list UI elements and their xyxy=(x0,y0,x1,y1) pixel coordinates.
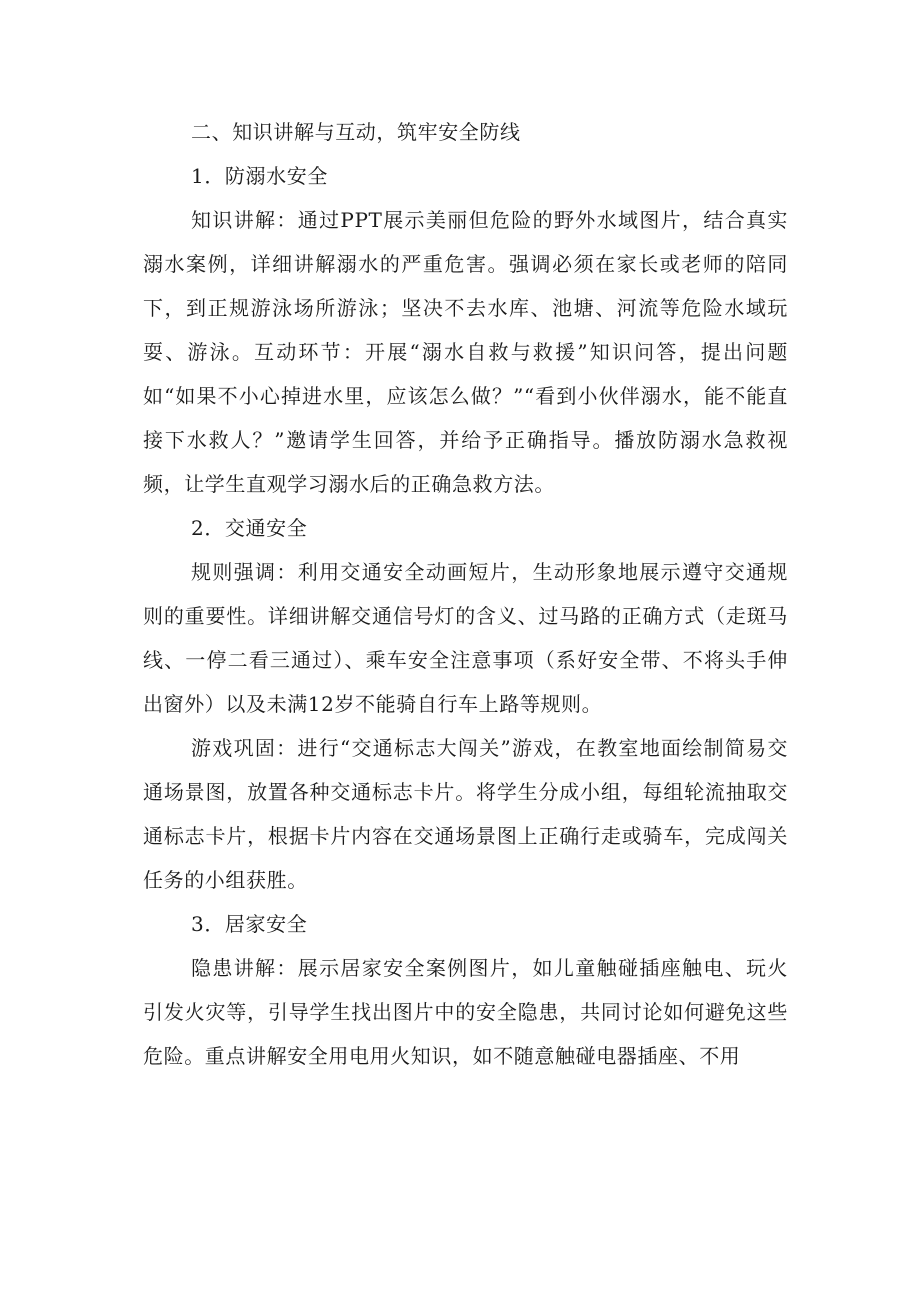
section-title: 二、知识讲解与互动，筑牢安全防线 xyxy=(191,120,521,144)
item-heading-traffic: 2．交通安全 xyxy=(191,516,308,540)
item-heading-drowning: 1．防溺水安全 xyxy=(191,164,328,188)
item-heading-home: 3．居家安全 xyxy=(191,912,308,936)
document-body xyxy=(143,110,788,1078)
paragraph-drowning-knowledge: 知识讲解：通过PPT展示美丽但危险的野外水域图片，结合真实溺水案例，详细讲解溺水的严重危害。强调必须在家长或老师的陪同下，到正规游泳场所游泳；坚决不去水库、池塘、河流等危险水域玩耍、游泳。互动环节：开展“溺水自救与救援”知识问答，提出问题如“如果不小心掉进水里，应该怎么做？”“看到小伙伴溺水，能不能直接下水救人？”邀请学生回答，并给予正确指导。播放防溺水急救视频，让学生直观学习溺水后的正确急救方法。 xyxy=(143,208,788,496)
paragraph-traffic-rules: 规则强调：利用交通安全动画短片，生动形象地展示遵守交通规则的重要性。详细讲解交通信号灯的含义、过马路的正确方式（走斑马线、一停二看三通过）、乘车安全注意事项（系好安全带、不将头手伸出窗外）以及未满12岁不能骑自行车上路等规则。 xyxy=(143,560,788,716)
paragraph-traffic-game: 游戏巩固：进行“交通标志大闯关”游戏，在教室地面绘制简易交通场景图，放置各种交通标志卡片。将学生分成小组，每组轮流抽取交通标志卡片，根据卡片内容在交通场景图上正确行走或骑车，完成闯关任务的小组获胜。 xyxy=(143,736,788,892)
paragraph-home-hazards: 隐患讲解：展示居家安全案例图片，如儿童触碰插座触电、玩火引发火灾等，引导学生找出图片中的安全隐患，共同讨论如何避免这些危险。重点讲解安全用电用火知识，如不随意触碰电器插座、不用 xyxy=(143,956,788,1068)
